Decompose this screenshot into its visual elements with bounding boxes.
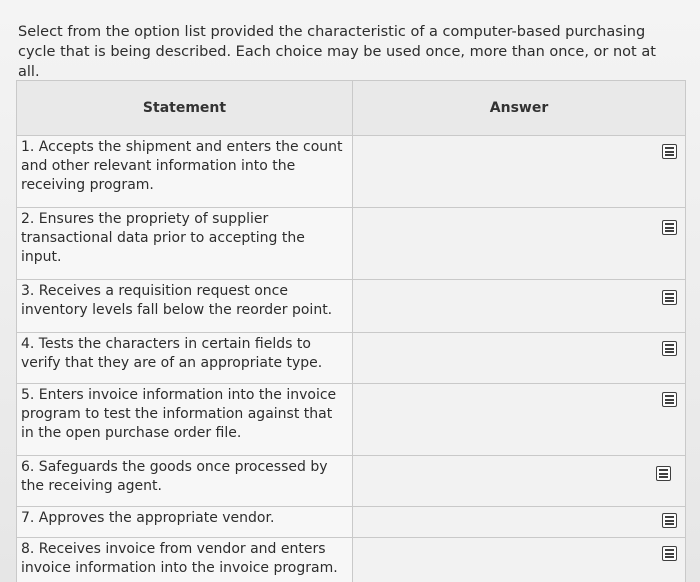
statement-cell: 6. Safeguards the goods once processed by the receiving agent.: [17, 456, 353, 507]
list-icon[interactable]: [662, 220, 677, 235]
answer-select-6[interactable]: [353, 456, 686, 507]
table-row: [17, 136, 686, 208]
table-row: [17, 333, 686, 384]
answer-select-8[interactable]: [353, 538, 686, 582]
answer-select-7[interactable]: [353, 507, 686, 538]
list-icon[interactable]: [662, 513, 677, 528]
statement-cell: 7. Approves the appropriate vendor.: [17, 507, 353, 538]
answer-select-2[interactable]: [353, 208, 686, 280]
list-icon[interactable]: [662, 546, 677, 561]
list-icon[interactable]: [656, 466, 671, 481]
table-row: [17, 280, 686, 333]
table-row: [17, 456, 686, 507]
answer-select-5[interactable]: [353, 384, 686, 456]
statement-cell: 1. Accepts the shipment and enters the count and other relevant information into the receiving program.: [17, 136, 353, 208]
statement-cell: 5. Enters invoice information into the invoice program to test the information against that in the open purchase order file.: [17, 384, 353, 456]
table-row: [17, 507, 686, 538]
table-row: [17, 384, 686, 456]
statement-cell: 4. Tests the characters in certain fields to verify that they are of an appropriate type.: [17, 333, 353, 384]
table-header-row: [17, 81, 686, 136]
matching-table: [16, 80, 686, 582]
list-icon[interactable]: [662, 341, 677, 356]
answer-column-header: Answer: [353, 81, 686, 136]
answer-select-1[interactable]: [353, 136, 686, 208]
statement-column-header: Statement: [17, 81, 353, 136]
list-icon[interactable]: [662, 290, 677, 305]
statement-cell: 2. Ensures the propriety of supplier transactional data prior to accepting the input.: [17, 208, 353, 280]
list-icon[interactable]: [662, 144, 677, 159]
table-row: [17, 538, 686, 582]
list-icon[interactable]: [662, 392, 677, 407]
question-instructions: Select from the option list provided the characteristic of a computer-based purchasing cycle that is being described. Each choice may be used once, more than once, or not at all.: [18, 24, 656, 80]
statement-cell: 8. Receives invoice from vendor and enters invoice information into the invoice program.: [17, 538, 353, 582]
answer-select-3[interactable]: [353, 280, 686, 333]
statement-cell: 3. Receives a requisition request once inventory levels fall below the reorder point.: [17, 280, 353, 333]
answer-select-4[interactable]: [353, 333, 686, 384]
table-row: [17, 208, 686, 280]
